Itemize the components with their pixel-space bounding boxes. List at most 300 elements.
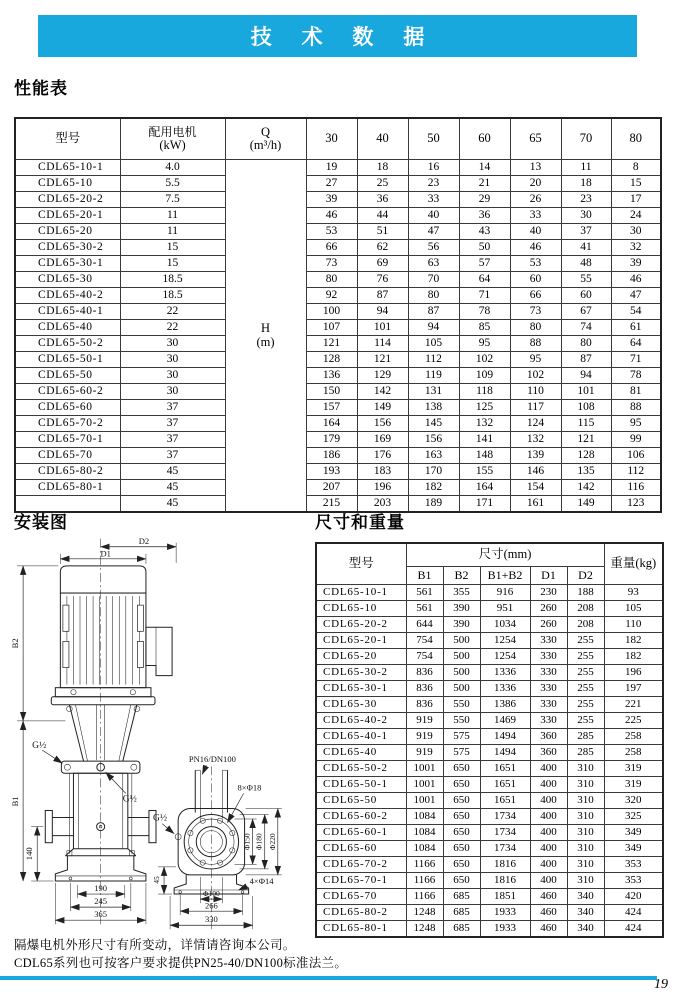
perf-head-value-cell: 203 xyxy=(357,496,408,513)
g-half-callout-b xyxy=(106,772,137,804)
dim-b1b2-cell: 1336 xyxy=(480,681,530,697)
dim-d1-cell: 330 xyxy=(530,649,567,665)
perf-head-value-cell: 112 xyxy=(611,464,661,480)
dim-330-label: 330 xyxy=(204,914,218,925)
perf-head-value-cell: 18 xyxy=(357,160,408,176)
dim-d2-cell: 310 xyxy=(567,809,604,825)
perf-row xyxy=(15,464,661,480)
perf-head-value-cell: 170 xyxy=(408,464,459,480)
dims-header-row-1 xyxy=(316,543,663,567)
dim-b1-cell: 1084 xyxy=(406,825,443,841)
perf-motor-kw-cell: 22 xyxy=(120,304,225,320)
perf-head-value-cell: 80 xyxy=(306,272,357,288)
perf-head-value-cell: 23 xyxy=(561,192,611,208)
perf-head-value-cell: 32 xyxy=(611,240,661,256)
perf-motor-kw-cell: 37 xyxy=(120,416,225,432)
perf-head-value-cell: 193 xyxy=(306,464,357,480)
perf-model-cell: CDL65-50-2 xyxy=(15,336,120,352)
perf-head-value-cell: 106 xyxy=(611,448,661,464)
perf-head-value-cell: 55 xyxy=(561,272,611,288)
g-half-label-a: G½ xyxy=(32,740,47,752)
perf-col-flow-line2: (m³/h) xyxy=(249,138,282,152)
perf-head-value-cell: 14 xyxy=(459,160,510,176)
dim-d1-cell: 400 xyxy=(530,873,567,889)
dim-b2-cell: 500 xyxy=(443,665,480,681)
perf-col-motor xyxy=(120,118,225,160)
perf-head-value-cell: 121 xyxy=(306,336,357,352)
perf-head-value-cell: 78 xyxy=(611,368,661,384)
perf-head-value-cell: 85 xyxy=(459,320,510,336)
perf-row xyxy=(15,208,661,224)
dim-model-cell: CDL65-10-1 xyxy=(316,585,406,601)
dim-row xyxy=(316,617,663,633)
dim-b2-cell: 650 xyxy=(443,793,480,809)
footer-note-2: CDL65系列也可按客户要求提供PN25-40/DN100标准法兰。 xyxy=(14,956,348,970)
perf-motor-kw-cell: 45 xyxy=(120,464,225,480)
dim-b1-cell: 1166 xyxy=(406,857,443,873)
perf-row xyxy=(15,160,661,176)
flange-face xyxy=(175,808,244,874)
perf-head-value-cell: 138 xyxy=(408,400,459,416)
perf-head-value-cell: 64 xyxy=(459,272,510,288)
perf-motor-kw-cell: 45 xyxy=(120,496,225,513)
perf-model-cell: CDL65-20-1 xyxy=(15,208,120,224)
dim-row xyxy=(316,809,663,825)
dim-b1b2-cell: 1386 xyxy=(480,697,530,713)
perf-motor-kw-cell: 15 xyxy=(120,256,225,272)
perf-model-cell: CDL65-40-1 xyxy=(15,304,120,320)
dim-row xyxy=(316,841,663,857)
dim-row xyxy=(316,793,663,809)
g-half-label-c: G½ xyxy=(152,812,168,824)
perf-motor-kw-cell: 18.5 xyxy=(120,288,225,304)
dim-row xyxy=(316,921,663,938)
perf-head-value-cell: 57 xyxy=(459,256,510,272)
dim-b1-cell: 1001 xyxy=(406,777,443,793)
perf-head-value-cell: 145 xyxy=(408,416,459,432)
perf-head-value-cell: 109 xyxy=(459,368,510,384)
dimensions-table xyxy=(315,542,664,938)
dim-d2-cell: 285 xyxy=(567,729,604,745)
dim-row xyxy=(316,857,663,873)
dim-row xyxy=(316,905,663,921)
perf-motor-kw-cell: 30 xyxy=(120,384,225,400)
perf-motor-kw-cell: 30 xyxy=(120,368,225,384)
dim-b1b2-cell: 1734 xyxy=(480,841,530,857)
dim-b2-label: B2 xyxy=(10,638,21,649)
perf-model-cell: CDL65-10-1 xyxy=(15,160,120,176)
perf-head-value-cell: 25 xyxy=(357,176,408,192)
perf-head-value-cell: 60 xyxy=(561,288,611,304)
perf-motor-kw-cell: 37 xyxy=(120,400,225,416)
bolt8-label: 8×Φ18 xyxy=(237,782,262,793)
perf-model-cell: CDL65-30-1 xyxy=(15,256,120,272)
perf-head-value-cell: 76 xyxy=(357,272,408,288)
perf-head-value-cell: 67 xyxy=(561,304,611,320)
dim-phi150 xyxy=(235,819,257,864)
dim-d1 xyxy=(60,548,146,564)
dim-d1-cell: 400 xyxy=(530,825,567,841)
dim-model-cell: CDL65-70-2 xyxy=(316,857,406,873)
perf-head-value-cell: 94 xyxy=(408,320,459,336)
perf-model-cell: CDL65-50 xyxy=(15,368,120,384)
dimensions-section-title: 尺寸和重量 xyxy=(315,513,405,532)
dim-d2-cell: 310 xyxy=(567,825,604,841)
dim-weight-cell: 258 xyxy=(604,745,663,761)
dim-row xyxy=(316,697,663,713)
dim-b1b2-cell: 1816 xyxy=(480,857,530,873)
perf-head-value-cell: 179 xyxy=(306,432,357,448)
perf-head-value-cell: 207 xyxy=(306,480,357,496)
dim-b1-cell: 1166 xyxy=(406,873,443,889)
perf-model-cell: CDL65-80-2 xyxy=(15,464,120,480)
dim-d1-cell: 400 xyxy=(530,809,567,825)
dim-d2-cell: 255 xyxy=(567,665,604,681)
perf-head-value-cell: 117 xyxy=(510,400,561,416)
perf-head-value-cell: 56 xyxy=(408,240,459,256)
footer-note-1: 隔爆电机外形尺寸有所变动，详情请咨询本公司。 xyxy=(14,938,296,952)
dim-row xyxy=(316,825,663,841)
dim-d1-cell: 360 xyxy=(530,729,567,745)
perf-head-value-cell: 155 xyxy=(459,464,510,480)
dim-b1b2-cell: 1851 xyxy=(480,889,530,905)
dim-d2-cell: 255 xyxy=(567,681,604,697)
dim-b1-cell: 836 xyxy=(406,665,443,681)
dim-row xyxy=(316,681,663,697)
perf-head-value-cell: 18 xyxy=(561,176,611,192)
perf-head-value-cell: 30 xyxy=(561,208,611,224)
dim-weight-cell: 196 xyxy=(604,665,663,681)
perf-head-value-cell: 169 xyxy=(357,432,408,448)
page-number: 19 xyxy=(654,977,668,992)
perf-head-value-cell: 39 xyxy=(306,192,357,208)
perf-head-value-cell: 63 xyxy=(408,256,459,272)
perf-head-value-cell: 40 xyxy=(510,224,561,240)
perf-head-value-cell: 112 xyxy=(408,352,459,368)
perf-head-value-cell: 196 xyxy=(357,480,408,496)
perf-head-value-cell: 149 xyxy=(561,496,611,513)
perf-head-value-cell: 171 xyxy=(459,496,510,513)
dim-row xyxy=(316,745,663,761)
dim-model-cell: CDL65-50 xyxy=(316,793,406,809)
perf-head-value-cell: 50 xyxy=(459,240,510,256)
perf-head-value-cell: 66 xyxy=(510,288,561,304)
dim-weight-cell: 319 xyxy=(604,777,663,793)
dim-b1b2-cell: 951 xyxy=(480,601,530,617)
perf-head-value-cell: 139 xyxy=(510,448,561,464)
dim-45 xyxy=(152,867,176,894)
perf-model-cell: CDL65-60 xyxy=(15,400,120,416)
perf-head-value-cell: 54 xyxy=(611,304,661,320)
perf-head-value-cell: 114 xyxy=(357,336,408,352)
perf-row xyxy=(15,384,661,400)
dim-weight-cell: 424 xyxy=(604,921,663,938)
perf-row xyxy=(15,336,661,352)
dim-row xyxy=(316,873,663,889)
dim-b1-cell: 644 xyxy=(406,617,443,633)
dim-weight-cell: 225 xyxy=(604,713,663,729)
perf-row xyxy=(15,224,661,240)
perf-row xyxy=(15,480,661,496)
perf-flow-header: 50 xyxy=(408,118,459,160)
g-half-callout-a xyxy=(32,740,62,763)
perf-head-value-cell: 62 xyxy=(357,240,408,256)
dim-b1b2-cell: 1734 xyxy=(480,809,530,825)
perf-head-value-cell: 64 xyxy=(611,336,661,352)
perf-row xyxy=(15,352,661,368)
perf-head-value-cell: 94 xyxy=(357,304,408,320)
perf-head-value-cell: 154 xyxy=(510,480,561,496)
dim-45-label: 45 xyxy=(152,876,162,884)
dim-b2-cell: 685 xyxy=(443,889,480,905)
perf-head-value-cell: 74 xyxy=(561,320,611,336)
performance-table xyxy=(14,117,662,513)
dim-b1b2-cell: 1254 xyxy=(480,633,530,649)
perf-col-flow xyxy=(225,118,306,160)
dim-b1-cell: 919 xyxy=(406,729,443,745)
perf-head-value-cell: 71 xyxy=(459,288,510,304)
dim-d2-cell: 255 xyxy=(567,713,604,729)
dim-d2-cell: 310 xyxy=(567,841,604,857)
dim-weight-cell: 325 xyxy=(604,809,663,825)
perf-head-value-cell: 148 xyxy=(459,448,510,464)
dim-model-cell: CDL65-30-1 xyxy=(316,681,406,697)
perf-head-value-cell: 78 xyxy=(459,304,510,320)
perf-head-value-cell: 80 xyxy=(561,336,611,352)
perf-head-value-cell: 110 xyxy=(510,384,561,400)
perf-head-value-cell: 128 xyxy=(306,352,357,368)
dim-d1-cell: 260 xyxy=(530,601,567,617)
installation-diagram xyxy=(5,533,307,939)
perf-head-value-cell: 161 xyxy=(510,496,561,513)
perf-model-cell: CDL65-20-2 xyxy=(15,192,120,208)
dim-d1-cell: 400 xyxy=(530,793,567,809)
dim-row xyxy=(316,761,663,777)
perf-col-motor-line2: (kW) xyxy=(159,137,186,152)
perf-head-value-cell: 107 xyxy=(306,320,357,336)
perf-head-value-cell: 136 xyxy=(306,368,357,384)
dim-d1-cell: 460 xyxy=(530,905,567,921)
perf-head-value-cell: 164 xyxy=(306,416,357,432)
perf-head-value-cell: 19 xyxy=(306,160,357,176)
perf-row xyxy=(15,192,661,208)
dims-col-weight: 重量(kg) xyxy=(604,543,663,585)
dim-b1b2-cell: 1469 xyxy=(480,713,530,729)
perf-motor-kw-cell: 11 xyxy=(120,208,225,224)
perf-motor-kw-cell: 4.0 xyxy=(120,160,225,176)
dim-model-cell: CDL65-50-1 xyxy=(316,777,406,793)
dim-d1-cell: 400 xyxy=(530,841,567,857)
dim-model-cell: CDL65-80-2 xyxy=(316,905,406,921)
perf-flow-header: 70 xyxy=(561,118,611,160)
perf-head-value-cell: 123 xyxy=(611,496,661,513)
dim-d2-cell: 340 xyxy=(567,905,604,921)
perf-head-value-cell: 157 xyxy=(306,400,357,416)
perf-head-value-cell: 46 xyxy=(510,240,561,256)
bottom-accent-rule xyxy=(0,976,657,980)
dim-d1-cell: 330 xyxy=(530,681,567,697)
dim-b2-cell: 575 xyxy=(443,745,480,761)
dim-weight-cell: 197 xyxy=(604,681,663,697)
perf-flow-header: 30 xyxy=(306,118,357,160)
dim-b1b2-cell: 1651 xyxy=(480,777,530,793)
dim-b2-cell: 390 xyxy=(443,617,480,633)
dim-d2-cell: 310 xyxy=(567,873,604,889)
dim-model-cell: CDL65-40 xyxy=(316,745,406,761)
perf-head-value-cell: 15 xyxy=(611,176,661,192)
perf-head-value-cell: 115 xyxy=(561,416,611,432)
perf-head-value-cell: 13 xyxy=(510,160,561,176)
perf-head-value-cell: 16 xyxy=(408,160,459,176)
perf-head-value-cell: 87 xyxy=(357,288,408,304)
dim-d2-cell: 310 xyxy=(567,793,604,809)
perf-row xyxy=(15,240,661,256)
dims-col-d2: D2 xyxy=(567,567,604,585)
dim-b1-cell: 754 xyxy=(406,649,443,665)
dim-d1-cell: 460 xyxy=(530,889,567,905)
perf-col-model: 型号 xyxy=(15,118,120,160)
perf-model-cell: CDL65-70 xyxy=(15,448,120,464)
perf-head-value-cell: 27 xyxy=(306,176,357,192)
dim-d1-label: D1 xyxy=(100,548,111,559)
dim-phi100 xyxy=(200,877,222,903)
dim-b1-cell: 754 xyxy=(406,633,443,649)
perf-head-value-cell: 8 xyxy=(611,160,661,176)
perf-model-cell: CDL65-60-2 xyxy=(15,384,120,400)
perf-head-value-cell: 101 xyxy=(561,384,611,400)
perf-head-value-cell: 33 xyxy=(510,208,561,224)
pump-front-view xyxy=(10,536,176,927)
perf-head-value-cell: 189 xyxy=(408,496,459,513)
perf-head-value-cell: 48 xyxy=(561,256,611,272)
perf-head-value-cell: 21 xyxy=(459,176,510,192)
perf-head-value-cell: 129 xyxy=(357,368,408,384)
perf-model-cell: CDL65-70-1 xyxy=(15,432,120,448)
performance-section-title: 性能表 xyxy=(14,79,68,98)
dim-d2-cell: 255 xyxy=(567,633,604,649)
dim-phi150-label: Φ150 xyxy=(242,833,252,851)
dim-row xyxy=(316,665,663,681)
perf-model-cell: CDL65-50-1 xyxy=(15,352,120,368)
perf-head-value-cell: 102 xyxy=(510,368,561,384)
dim-model-cell: CDL65-60-1 xyxy=(316,825,406,841)
perf-head-value-cell: 73 xyxy=(510,304,561,320)
perf-head-value-cell: 121 xyxy=(561,432,611,448)
dim-b2-cell: 650 xyxy=(443,825,480,841)
dim-d1-cell: 400 xyxy=(530,777,567,793)
perf-head-value-cell: 102 xyxy=(459,352,510,368)
dim-d2-cell: 255 xyxy=(567,649,604,665)
dim-d1-cell: 330 xyxy=(530,665,567,681)
perf-motor-kw-cell: 7.5 xyxy=(120,192,225,208)
perf-head-value-cell: 186 xyxy=(306,448,357,464)
perf-row xyxy=(15,288,661,304)
perf-motor-kw-cell: 11 xyxy=(120,224,225,240)
dim-b2-cell: 500 xyxy=(443,649,480,665)
perf-head-value-cell: 121 xyxy=(357,352,408,368)
perf-head-value-cell: 37 xyxy=(561,224,611,240)
dim-model-cell: CDL65-70-1 xyxy=(316,873,406,889)
perf-row xyxy=(15,448,661,464)
perf-model-cell: CDL65-20 xyxy=(15,224,120,240)
dim-b2-cell: 650 xyxy=(443,873,480,889)
perf-motor-kw-cell: 45 xyxy=(120,480,225,496)
dim-b1-cell: 836 xyxy=(406,681,443,697)
dim-b1b2-cell: 1734 xyxy=(480,825,530,841)
dim-phi100-label: Φ100 xyxy=(202,889,220,899)
dim-140-label: 140 xyxy=(24,847,35,861)
dim-d2-cell: 340 xyxy=(567,921,604,938)
perf-head-value-cell: 80 xyxy=(510,320,561,336)
dim-phi220-label: Φ220 xyxy=(267,833,277,851)
perf-head-value-cell: 116 xyxy=(611,480,661,496)
dim-b1b2-cell: 1336 xyxy=(480,665,530,681)
dim-d2-label: D2 xyxy=(138,536,150,547)
dim-b1b2-cell: 1933 xyxy=(480,905,530,921)
dim-weight-cell: 182 xyxy=(604,649,663,665)
perf-head-value-cell: 119 xyxy=(408,368,459,384)
dim-d1-cell: 230 xyxy=(530,585,567,601)
dim-model-cell: CDL65-70 xyxy=(316,889,406,905)
perf-head-value-cell: 24 xyxy=(611,208,661,224)
motor xyxy=(51,566,172,705)
perf-head-value-cell: 108 xyxy=(561,400,611,416)
dim-b2-cell: 650 xyxy=(443,809,480,825)
dim-model-cell: CDL65-60-2 xyxy=(316,809,406,825)
dim-weight-cell: 349 xyxy=(604,841,663,857)
perf-head-value-cell: 101 xyxy=(357,320,408,336)
perf-head-value-cell: 23 xyxy=(408,176,459,192)
dim-b1-cell: 561 xyxy=(406,601,443,617)
perf-head-value-cell: 95 xyxy=(611,416,661,432)
perf-head-value-cell: 46 xyxy=(306,208,357,224)
dim-weight-cell: 319 xyxy=(604,761,663,777)
perf-head-value-cell: 46 xyxy=(611,272,661,288)
dim-weight-cell: 105 xyxy=(604,601,663,617)
perf-row xyxy=(15,304,661,320)
perf-head-value-cell: 60 xyxy=(510,272,561,288)
perf-head-value-cell: 183 xyxy=(357,464,408,480)
perf-row xyxy=(15,176,661,192)
perf-head-value-cell: 142 xyxy=(357,384,408,400)
perf-head-value-cell: 95 xyxy=(510,352,561,368)
dim-b1b2-cell: 1816 xyxy=(480,873,530,889)
perf-motor-kw-cell: 15 xyxy=(120,240,225,256)
perf-motor-kw-cell: 22 xyxy=(120,320,225,336)
dim-b2-cell: 650 xyxy=(443,761,480,777)
dims-col-size-group: 尺寸(mm) xyxy=(406,543,604,567)
perf-head-value-cell: 30 xyxy=(611,224,661,240)
perf-row xyxy=(15,320,661,336)
perf-motor-kw-cell: 30 xyxy=(120,336,225,352)
perf-flow-header: 60 xyxy=(459,118,510,160)
dim-b1-cell: 1001 xyxy=(406,761,443,777)
dim-model-cell: CDL65-10 xyxy=(316,601,406,617)
dim-model-cell: CDL65-60 xyxy=(316,841,406,857)
dim-d1-cell: 330 xyxy=(530,633,567,649)
pump-flange-end-view xyxy=(152,754,282,932)
dim-model-cell: CDL65-50-2 xyxy=(316,761,406,777)
dim-weight-cell: 110 xyxy=(604,617,663,633)
perf-head-value-cell: 33 xyxy=(408,192,459,208)
perf-row xyxy=(15,272,661,288)
dim-b2-cell: 650 xyxy=(443,857,480,873)
perf-head-value-cell: 182 xyxy=(408,480,459,496)
perf-head-value-cell: 47 xyxy=(611,288,661,304)
dim-b1-cell: 1166 xyxy=(406,889,443,905)
dim-d2-cell: 188 xyxy=(567,585,604,601)
perf-head-value-cell: 92 xyxy=(306,288,357,304)
